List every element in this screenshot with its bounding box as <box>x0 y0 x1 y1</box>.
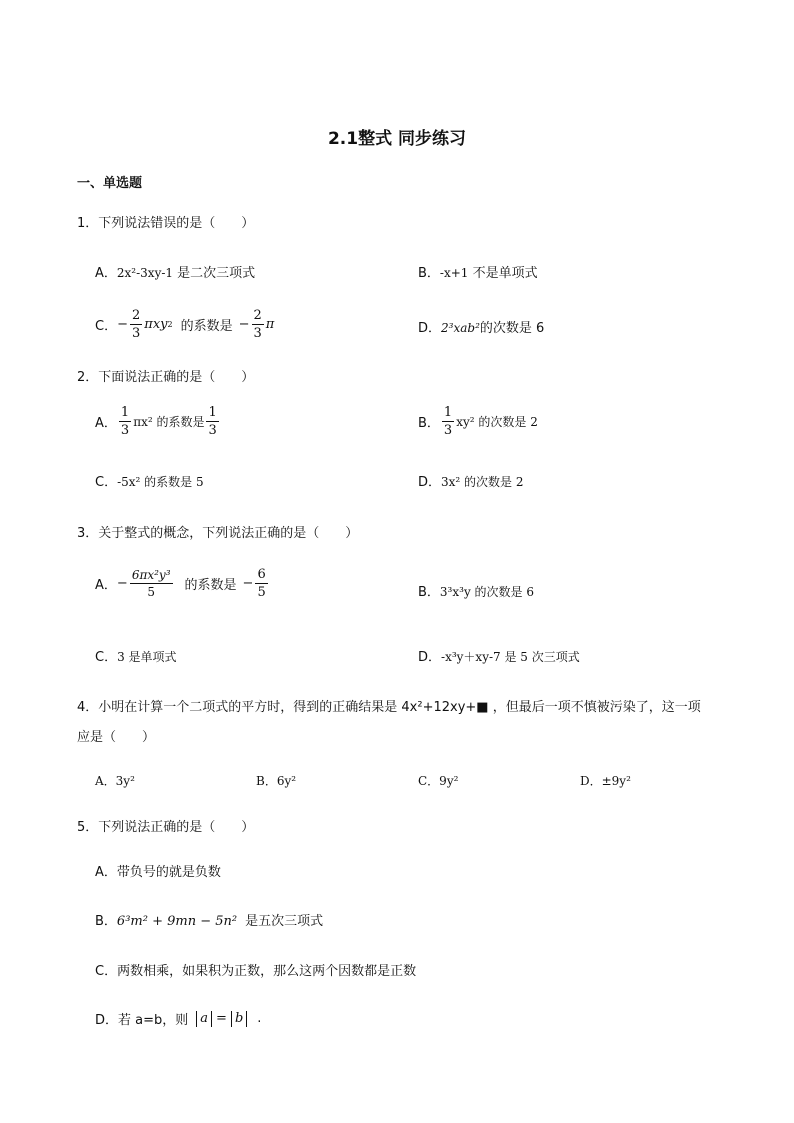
option-label: B． <box>418 585 440 600</box>
option-label: D． <box>418 475 442 490</box>
section-heading: 一、单选题 <box>77 176 143 191</box>
pi-symbol: π <box>144 317 153 332</box>
numerator: 6πx²y³ <box>131 568 171 582</box>
numerator: 6 <box>257 567 266 582</box>
question-4-stem-line-2: 应是（ ） <box>77 730 156 745</box>
question-1-stem: 1．下列说法错误的是（ ） <box>77 216 255 231</box>
q4-option-c[interactable]: C．9y² <box>418 774 459 788</box>
q5-d-text: D．若 a=b，则 <box>95 1013 189 1028</box>
q3-b-text: 3³x³y 的次数是 6 <box>439 585 534 599</box>
page-title: 2.1整式 同步练习 <box>327 129 467 149</box>
question-2-stem: 2．下面说法正确的是（ ） <box>77 370 255 385</box>
q3-option-a[interactable] <box>95 568 270 599</box>
q1-b-expression: -x+1 <box>439 266 469 280</box>
q5-b-expression: 6³m² + 9mn − 5n² <box>116 914 238 929</box>
minus-sign: − <box>238 317 250 332</box>
q1-option-d[interactable] <box>418 317 544 336</box>
denominator: 3 <box>131 326 141 341</box>
pi-symbol: π <box>265 317 275 332</box>
q1-d-expression: 2³xab² <box>441 321 480 335</box>
fraction <box>252 309 264 340</box>
q2-option-c[interactable] <box>95 471 204 490</box>
q4-option-d[interactable]: D．±9y² <box>580 774 631 788</box>
option-label: D． <box>418 650 442 665</box>
q3-option-b[interactable] <box>418 581 534 600</box>
option-label: A． <box>95 266 117 281</box>
option-label: D． <box>418 321 442 336</box>
q1-d-text: 的次数是 6 <box>479 321 545 336</box>
denominator: 3 <box>208 423 217 438</box>
q1-a-text: 是二次三项式 <box>173 266 256 281</box>
option-label: C． <box>95 319 118 334</box>
denominator: 3 <box>443 423 453 438</box>
q1-option-b[interactable] <box>418 262 538 281</box>
exponent: 2 <box>167 320 173 329</box>
minus-sign: − <box>242 576 254 591</box>
absolute-value-b: b <box>231 1011 247 1027</box>
option-label: B． <box>418 266 440 281</box>
numerator: 1 <box>120 405 130 420</box>
numerator: 2 <box>131 308 141 323</box>
q3-c-text: 3 是单项式 <box>117 650 177 664</box>
q2-c-text: -5x² 的系数是 5 <box>117 475 204 489</box>
option-label: A． <box>95 578 117 593</box>
option-label: B． <box>95 914 117 929</box>
option-label: C． <box>95 475 118 490</box>
q2-d-text: 3x² 的次数是 2 <box>441 475 524 489</box>
fraction <box>130 309 142 340</box>
fraction <box>442 406 454 437</box>
q2-option-a[interactable] <box>95 406 221 437</box>
minus-sign: − <box>117 317 128 332</box>
q2-a-text: πx² 的系数是 <box>133 415 205 429</box>
q1-b-text: 不是单项式 <box>468 266 538 281</box>
q2-option-d[interactable] <box>418 471 524 490</box>
q5-b-text: 是五次三项式 <box>245 914 324 929</box>
q1-option-c[interactable] <box>95 309 274 340</box>
q3-a-text: 的系数是 <box>184 578 237 593</box>
q5-option-a[interactable]: A．带负号的就是负数 <box>95 865 221 880</box>
q5-option-b[interactable] <box>95 910 323 929</box>
fraction <box>255 568 267 599</box>
q1-option-a[interactable] <box>95 262 255 281</box>
option-label: A． <box>95 416 117 431</box>
q3-option-c[interactable] <box>95 646 177 665</box>
q1-a-expression: 2x²-3xy-1 <box>116 266 174 280</box>
period: . <box>257 1011 262 1026</box>
option-label: C． <box>95 650 118 665</box>
numerator: 1 <box>208 405 217 420</box>
equals-sign: = <box>216 1011 227 1026</box>
denominator: 3 <box>120 423 130 438</box>
question-4-stem-line-1: 4．小明在计算一个二项式的平方时，得到的正确结果是 4x²+12xy+■ ，但最后一项不慎被污染了，这一项 <box>77 700 701 715</box>
q2-b-text: xy² 的次数是 2 <box>456 415 538 429</box>
absolute-value-a: a <box>196 1011 212 1027</box>
fraction <box>119 406 131 437</box>
q3-d-text: -x³y＋xy-7 是 5 次三项式 <box>441 650 580 664</box>
q3-option-d[interactable] <box>418 646 580 665</box>
numerator: 2 <box>253 308 262 323</box>
option-label: B． <box>418 416 440 431</box>
q4-option-a[interactable]: A．3y² <box>95 774 135 788</box>
fraction <box>130 569 173 598</box>
fraction <box>206 406 218 437</box>
denominator: 3 <box>253 326 262 341</box>
minus-sign: − <box>116 576 128 591</box>
q4-option-b[interactable]: B．6y² <box>256 774 297 788</box>
numerator: 1 <box>443 405 453 420</box>
denominator: 5 <box>257 585 266 600</box>
denominator: 5 <box>147 585 155 599</box>
q1-c-text: 的系数是 <box>180 319 233 334</box>
q5-option-d[interactable] <box>95 1009 261 1028</box>
q2-option-b[interactable] <box>418 406 538 437</box>
q5-option-c[interactable]: C．两数相乘，如果积为正数，那么这两个因数都是正数 <box>95 964 417 979</box>
question-3-stem: 3．关于整式的概念，下列说法正确的是（ ） <box>77 526 359 541</box>
variables: xy <box>152 317 168 332</box>
question-5-stem: 5．下列说法正确的是（ ） <box>77 820 255 835</box>
